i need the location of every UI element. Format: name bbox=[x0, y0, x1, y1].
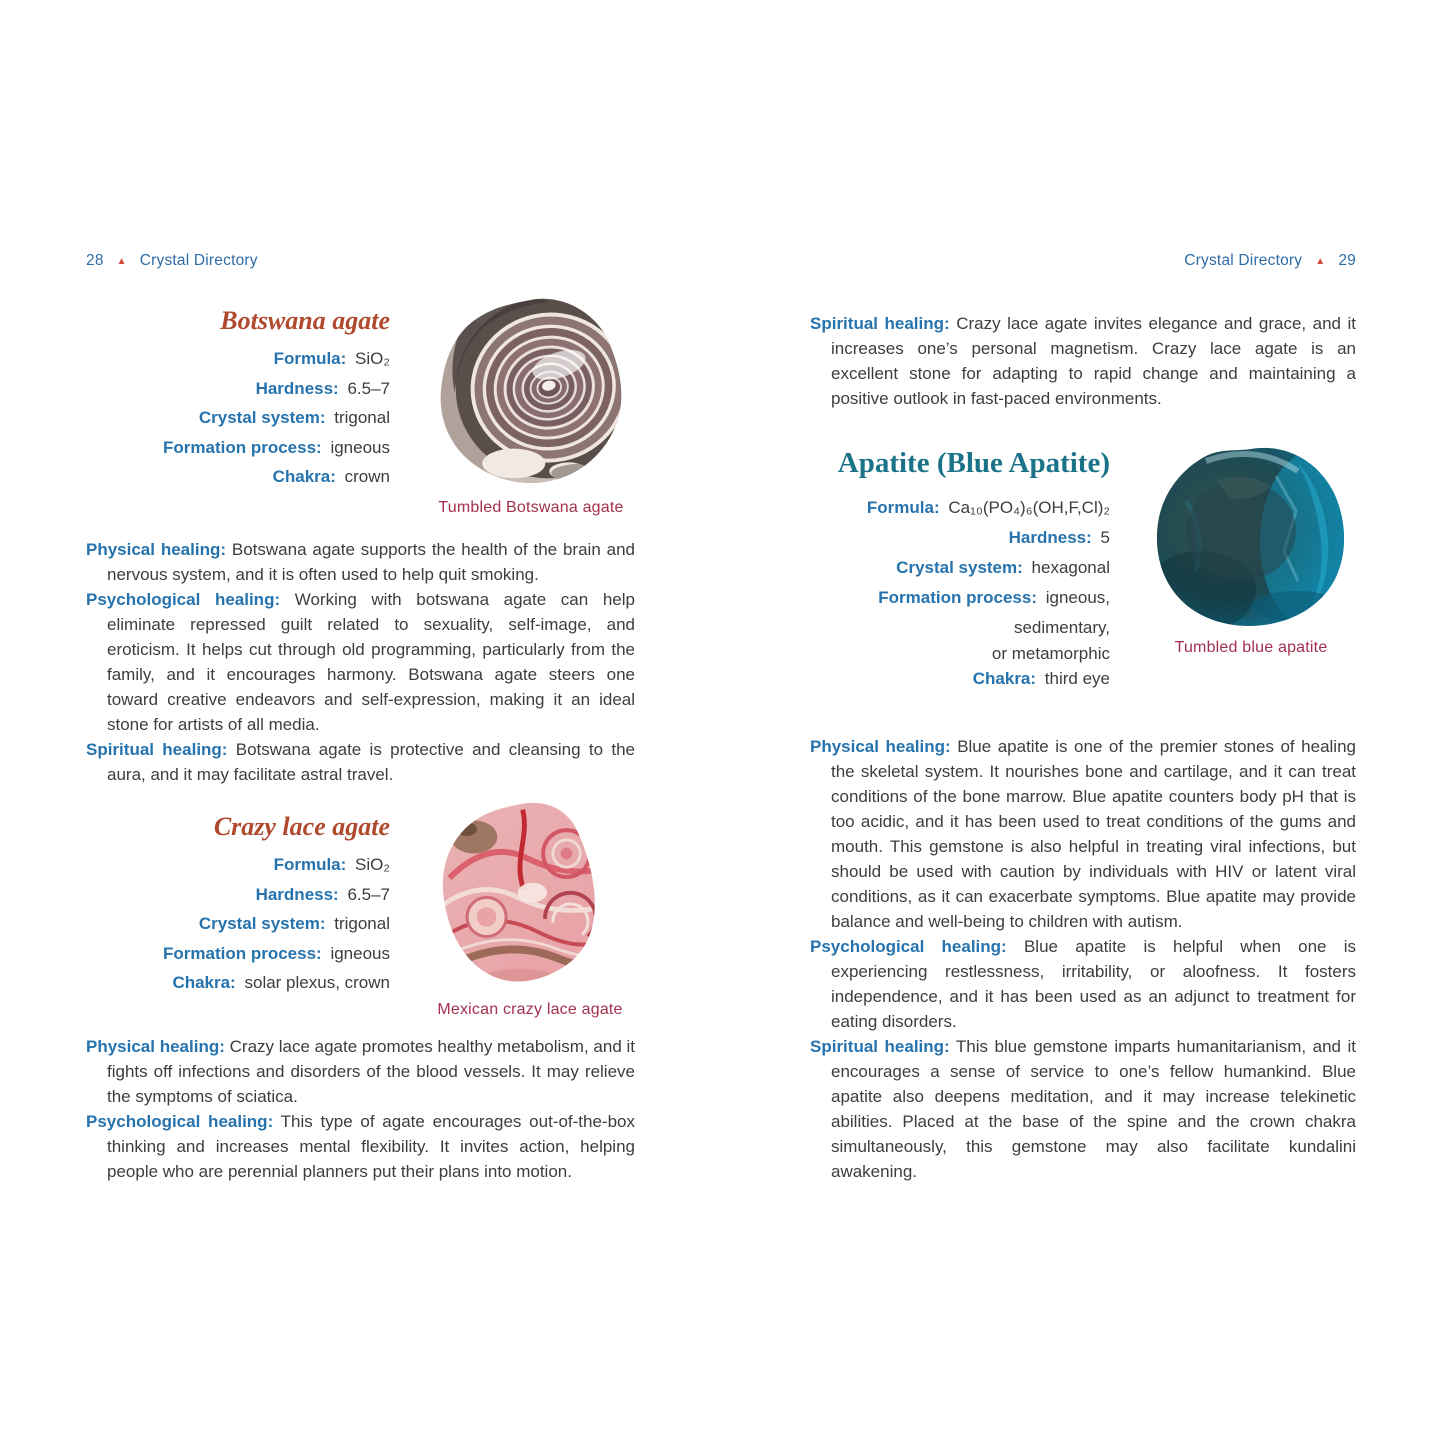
triangle-icon: ▲ bbox=[1315, 256, 1326, 267]
entry-crazy-lace-agate bbox=[86, 813, 635, 1184]
property-value: SiO₂ bbox=[355, 855, 390, 874]
paragraph-label: Physical healing: bbox=[86, 1037, 225, 1056]
stone-figure-crazy-lace bbox=[427, 797, 633, 1020]
property-row bbox=[810, 523, 1110, 553]
entry-info bbox=[810, 447, 1110, 694]
spiritual-healing-paragraph bbox=[86, 737, 635, 787]
paragraph-text: Botswana agate is protective and cleansing to the aura, and it may facilitate astral travel. bbox=[107, 740, 635, 784]
running-head-left bbox=[86, 252, 635, 270]
image-caption: Tumbled blue apatite bbox=[1174, 639, 1328, 656]
property-value: crown bbox=[344, 467, 390, 486]
property-label: Hardness: bbox=[1008, 528, 1092, 547]
property-value: trigonal bbox=[334, 914, 390, 933]
property-row bbox=[810, 553, 1110, 583]
paragraph-label: Spiritual healing: bbox=[810, 1037, 950, 1056]
spiritual-healing-paragraph bbox=[810, 311, 1356, 411]
paragraph-label: Spiritual healing: bbox=[86, 740, 228, 759]
running-head-title: Crystal Directory bbox=[1184, 252, 1303, 269]
botswana-agate-image bbox=[433, 294, 630, 491]
property-label: Formula: bbox=[866, 498, 940, 517]
paragraph-text: Blue apatite is one of the premier stones of healing the skeletal system. It nourishes bone and cartilage, and it can treat conditions of the bone marrow. Blue apatite counters body pH that is too acidic, and it has been used to treat conditions of the gums and mouth. This gemstone is also helpful in treating viral infections, but should be used with caution by individuals with HIV or latent viral conditions, as it can exacerbate symptoms. Blue apatite may provide balance and well-being to children with autism. bbox=[831, 737, 1356, 931]
entry-title: Botswana agate bbox=[220, 306, 390, 335]
paragraph-label: Physical healing: bbox=[810, 737, 951, 756]
psychological-healing-paragraph bbox=[810, 934, 1356, 1034]
property-row bbox=[810, 664, 1110, 694]
psychological-healing-paragraph bbox=[86, 587, 635, 737]
stone-figure-botswana bbox=[431, 294, 631, 518]
property-label: Chakra: bbox=[272, 467, 336, 486]
property-value: 6.5–7 bbox=[347, 378, 390, 398]
property-label: Hardness: bbox=[255, 884, 339, 904]
property-row bbox=[86, 968, 390, 998]
property-label: Chakra: bbox=[972, 669, 1037, 688]
paragraph-text: This type of agate encourages out-of-the-box thinking and increases mental flexibility. It invites action, helping people who are perennial planners put their plans into motion. bbox=[107, 1112, 636, 1181]
image-caption: Mexican crazy lace agate bbox=[437, 1001, 623, 1018]
entry-title: Apatite (Blue Apatite) bbox=[837, 447, 1110, 479]
property-value: igneous bbox=[330, 943, 390, 963]
property-value-wrap: or metamorphic bbox=[991, 644, 1110, 663]
crazy-lace-agate-image bbox=[430, 797, 630, 993]
healing-paragraphs bbox=[810, 734, 1356, 1184]
property-value: hexagonal bbox=[1031, 558, 1110, 577]
property-label: Formula: bbox=[273, 349, 347, 368]
paragraph-label: Psychological healing: bbox=[86, 1112, 274, 1131]
property-label: Formation process: bbox=[163, 943, 322, 963]
physical-healing-paragraph bbox=[86, 537, 635, 587]
property-row bbox=[86, 850, 390, 880]
paragraph-text: Crazy lace agate invites elegance and grace, and it increases one’s personal magnetism. Crazy lace agate is an excellent stone for adapting to rapid change and maintaining a positive outlook in fast-paced environments. bbox=[831, 314, 1356, 408]
physical-healing-paragraph bbox=[810, 734, 1356, 934]
paragraph-text: Working with botswana agate can help eliminate repressed guilt related to sexuality, self-image, and eroticism. It helps cut through old programming, particularly from the family, and it encourages harmony. Botswana agate steers one toward creative endeavors and self-expression, making it an ideal stone for artists of all media. bbox=[107, 590, 635, 734]
entry-blue-apatite bbox=[810, 447, 1356, 1184]
property-label: Formation process: bbox=[163, 437, 322, 457]
entry-info bbox=[86, 813, 390, 998]
stone-figure-apatite bbox=[1146, 441, 1356, 658]
psychological-healing-paragraph bbox=[86, 1109, 635, 1184]
page-number: 29 bbox=[1338, 252, 1356, 269]
entry-botswana-agate bbox=[86, 307, 635, 787]
running-head-title: Crystal Directory bbox=[139, 252, 258, 269]
property-label: Crystal system: bbox=[198, 408, 326, 427]
property-label: Hardness: bbox=[255, 378, 339, 398]
property-value: 6.5–7 bbox=[347, 884, 390, 904]
spiritual-healing-paragraph bbox=[810, 1034, 1356, 1184]
property-value: igneous, sedimentary, bbox=[1013, 588, 1110, 637]
paragraph-label: Psychological healing: bbox=[810, 937, 1007, 956]
property-row bbox=[86, 909, 390, 939]
property-value: trigonal bbox=[334, 408, 390, 427]
entry-info bbox=[86, 307, 390, 492]
property-value: SiO₂ bbox=[355, 349, 390, 368]
property-value: third eye bbox=[1044, 669, 1110, 688]
property-value: 5 bbox=[1100, 528, 1110, 547]
blue-apatite-image bbox=[1146, 441, 1356, 631]
healing-paragraphs bbox=[86, 1034, 635, 1184]
running-head-right bbox=[810, 252, 1356, 270]
paragraph-label: Psychological healing: bbox=[86, 590, 281, 609]
property-label: Formation process: bbox=[878, 588, 1037, 607]
property-value: igneous bbox=[330, 437, 390, 457]
property-label: Crystal system: bbox=[198, 914, 326, 933]
property-row bbox=[86, 939, 390, 969]
property-row bbox=[86, 344, 390, 374]
paragraph-text: Crazy lace agate promotes healthy metabolism, and it fights off infections and disorders of the blood vessels. It may relieve the symptoms of sciatica. bbox=[107, 1037, 635, 1106]
physical-healing-paragraph bbox=[86, 1034, 635, 1109]
continued-paragraph-block bbox=[810, 311, 1356, 411]
property-row bbox=[810, 583, 1110, 643]
property-row bbox=[86, 403, 390, 433]
property-row bbox=[86, 462, 390, 492]
page-number: 28 bbox=[86, 252, 104, 269]
property-label: Crystal system: bbox=[896, 558, 1023, 577]
healing-paragraphs bbox=[86, 537, 635, 787]
property-row bbox=[86, 433, 390, 463]
page-left bbox=[86, 252, 635, 1184]
property-row bbox=[86, 880, 390, 910]
property-row bbox=[810, 493, 1110, 523]
property-label: Formula: bbox=[273, 855, 347, 874]
property-row bbox=[86, 374, 390, 404]
property-value: Ca₁₀(PO₄)₆(OH,F,Cl)₂ bbox=[948, 498, 1110, 517]
image-caption: Tumbled Botswana agate bbox=[438, 499, 624, 516]
paragraph-text: This blue gemstone imparts humanitarianism, and it encourages a sense of service to one’s fellow humankind. Blue apatite also deepens meditation, and it may increase telekinetic abilities. Placed at the base of the spine and the crown chakra simultaneously, this gemstone may also facilitate kundalini awakening. bbox=[831, 1037, 1356, 1181]
paragraph-text: Blue apatite is helpful when one is experiencing restlessness, irritability, or aloofness. It fosters independence, and it has been used as an adjunct to treatment for eating disorders. bbox=[831, 937, 1356, 1031]
triangle-icon: ▲ bbox=[116, 256, 127, 267]
entry-title: Crazy lace agate bbox=[213, 812, 390, 841]
paragraph-label: Physical healing: bbox=[86, 540, 227, 559]
page-right bbox=[810, 252, 1356, 1184]
paragraph-label: Spiritual healing: bbox=[810, 314, 950, 333]
paragraph-text: Botswana agate supports the health of the brain and nervous system, and it is often used to help quit smoking. bbox=[107, 540, 635, 584]
property-value: solar plexus, crown bbox=[244, 973, 390, 992]
property-label: Chakra: bbox=[172, 973, 236, 992]
